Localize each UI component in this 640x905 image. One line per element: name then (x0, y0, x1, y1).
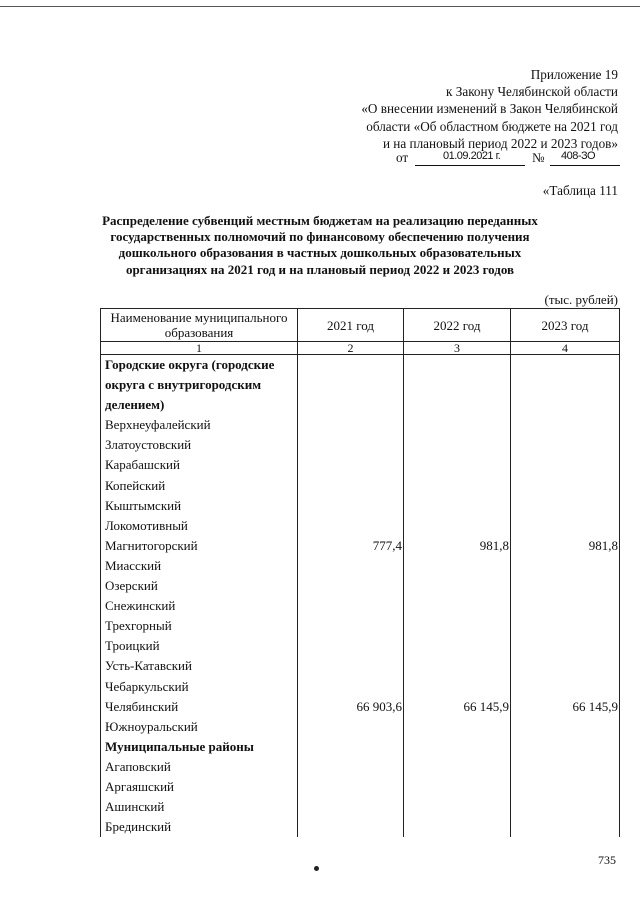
table-row (101, 616, 620, 636)
table-row (101, 797, 620, 817)
value-2022 (404, 395, 511, 415)
appendix-line: и на плановый период 2022 и 2023 годов» (382, 135, 618, 151)
value-2022 (404, 717, 511, 737)
value-2021 (298, 757, 404, 777)
appendix-line: «О внесении изменений в Закон Челябинской (361, 101, 618, 117)
number-label: № (532, 150, 545, 165)
column-number: 3 (404, 342, 511, 355)
municipality-name: Карабашский (101, 455, 298, 475)
table-row (101, 677, 620, 697)
heading-line: дошкольного образования в частных дошкольных образовательных (118, 245, 522, 261)
value-2023: 981,8 (511, 536, 620, 556)
municipality-name: Озерский (101, 576, 298, 596)
units-label: (тыс. рублей) (544, 292, 618, 307)
municipality-name: Городские округа (городские (101, 355, 298, 376)
subsidy-table (100, 308, 620, 837)
table-row (101, 697, 620, 717)
heading-line: организациях на 2021 год и на плановый период 2022 и 2023 годов (125, 261, 515, 277)
table-row (101, 516, 620, 536)
value-2021 (298, 817, 404, 837)
header-2023: 2023 год (511, 309, 620, 342)
value-2022 (404, 677, 511, 697)
value-2023 (511, 717, 620, 737)
municipality-name: Кыштымский (101, 496, 298, 516)
value-2021 (298, 355, 404, 376)
table-row (101, 576, 620, 596)
table-row (101, 355, 620, 376)
table-header-row (101, 309, 620, 342)
value-2022 (404, 656, 511, 676)
value-2022 (404, 375, 511, 395)
value-2022: 981,8 (404, 536, 511, 556)
value-2023: 66 145,9 (511, 697, 620, 717)
value-2023 (511, 395, 620, 415)
value-2023 (511, 616, 620, 636)
table-row (101, 375, 620, 395)
value-2022 (404, 496, 511, 516)
appendix-line: области «Об областном бюджете на 2021 год (366, 118, 618, 134)
table-row (101, 536, 620, 556)
municipality-name: Трехгорный (101, 616, 298, 636)
value-2021 (298, 797, 404, 817)
value-2021 (298, 677, 404, 697)
value-2022 (404, 435, 511, 455)
value-2021 (298, 516, 404, 536)
value-2023 (511, 496, 620, 516)
value-2023 (511, 375, 620, 395)
value-2022 (404, 616, 511, 636)
municipality-name: Копейский (101, 476, 298, 496)
header-2021: 2021 год (298, 309, 404, 342)
value-2022 (404, 576, 511, 596)
column-number-row (101, 342, 620, 355)
municipality-name: Златоустовский (101, 435, 298, 455)
value-2023 (511, 415, 620, 435)
value-2022 (404, 556, 511, 576)
value-2023 (511, 455, 620, 475)
ot-label: от (396, 150, 409, 165)
document-heading (100, 213, 540, 278)
table-row (101, 435, 620, 455)
municipality-name: Брединский (101, 817, 298, 837)
date-underline (415, 165, 525, 166)
table-row (101, 777, 620, 797)
value-2023 (511, 556, 620, 576)
appendix-line: Приложение 19 (530, 67, 618, 82)
value-2022 (404, 757, 511, 777)
municipality-name: делением) (101, 395, 298, 415)
table-row (101, 636, 620, 656)
appendix-block (361, 66, 618, 152)
value-2021 (298, 636, 404, 656)
page-number: 735 (598, 853, 616, 867)
value-2022 (404, 817, 511, 837)
value-2023 (511, 596, 620, 616)
municipality-name: Агаповский (101, 757, 298, 777)
value-2022 (404, 596, 511, 616)
table-row (101, 476, 620, 496)
value-2021 (298, 415, 404, 435)
value-2021: 777,4 (298, 536, 404, 556)
value-2021 (298, 476, 404, 496)
number-underline (550, 165, 620, 166)
value-2023 (511, 797, 620, 817)
municipality-name: Локомотивный (101, 516, 298, 536)
column-number: 1 (101, 342, 298, 355)
appendix-line: к Закону Челябинской области (446, 84, 618, 100)
municipality-name: Ашинский (101, 797, 298, 817)
heading-line: государственных полномочий по финансовому обеспечению получения (110, 229, 530, 245)
municipality-name: Челябинский (101, 697, 298, 717)
column-number: 2 (298, 342, 404, 355)
table-row (101, 717, 620, 737)
scan-dot (314, 866, 319, 871)
value-2021 (298, 616, 404, 636)
value-2022 (404, 777, 511, 797)
value-2022: 66 145,9 (404, 697, 511, 717)
value-2022 (404, 355, 511, 376)
municipality-name: округа с внутригородским (101, 375, 298, 395)
value-2021 (298, 717, 404, 737)
value-2023 (511, 516, 620, 536)
value-2021 (298, 455, 404, 475)
table-row (101, 596, 620, 616)
municipality-name: Троицкий (101, 636, 298, 656)
municipality-name: Миасский (101, 556, 298, 576)
value-2022 (404, 455, 511, 475)
value-2021 (298, 395, 404, 415)
value-2023 (511, 355, 620, 376)
value-2021 (298, 656, 404, 676)
table-row (101, 656, 620, 676)
table-row (101, 757, 620, 777)
header-2022: 2022 год (404, 309, 511, 342)
value-2021 (298, 777, 404, 797)
value-2023 (511, 435, 620, 455)
law-number: 408-ЗО (561, 150, 596, 162)
column-number: 4 (511, 342, 620, 355)
value-2023 (511, 677, 620, 697)
table-row (101, 496, 620, 516)
municipality-name: Чебаркульский (101, 677, 298, 697)
value-2022 (404, 636, 511, 656)
value-2022 (404, 797, 511, 817)
value-2022 (404, 737, 511, 757)
law-date: 01.09.2021 г. (443, 150, 501, 162)
value-2023 (511, 777, 620, 797)
table-row (101, 415, 620, 435)
table-row (101, 395, 620, 415)
value-2021 (298, 435, 404, 455)
municipality-name: Южноуральский (101, 717, 298, 737)
value-2023 (511, 817, 620, 837)
table-row (101, 455, 620, 475)
table-number: «Таблица 111 (542, 183, 618, 198)
municipality-name: Верхнеуфалейский (101, 415, 298, 435)
value-2023 (511, 757, 620, 777)
value-2021: 66 903,6 (298, 697, 404, 717)
value-2022 (404, 415, 511, 435)
law-date-number (396, 150, 620, 168)
value-2021 (298, 576, 404, 596)
value-2023 (511, 737, 620, 757)
municipality-name: Муниципальные районы (101, 737, 298, 757)
value-2021 (298, 496, 404, 516)
value-2022 (404, 476, 511, 496)
value-2021 (298, 596, 404, 616)
municipality-name: Снежинский (101, 596, 298, 616)
value-2023 (511, 476, 620, 496)
value-2023 (511, 656, 620, 676)
heading-line: Распределение субвенций местным бюджетам на реализацию переданных (102, 213, 538, 228)
table-row (101, 817, 620, 837)
table-body (101, 355, 620, 838)
value-2022 (404, 516, 511, 536)
top-rule (0, 6, 640, 7)
municipality-name: Аргаяшский (101, 777, 298, 797)
municipality-name: Магнитогорский (101, 536, 298, 556)
value-2021 (298, 375, 404, 395)
value-2023 (511, 636, 620, 656)
header-municipality: Наименование муниципального образования (101, 309, 298, 342)
municipality-name: Усть-Катавский (101, 656, 298, 676)
value-2023 (511, 576, 620, 596)
value-2021 (298, 556, 404, 576)
table-row (101, 737, 620, 757)
table-row (101, 556, 620, 576)
value-2021 (298, 737, 404, 757)
